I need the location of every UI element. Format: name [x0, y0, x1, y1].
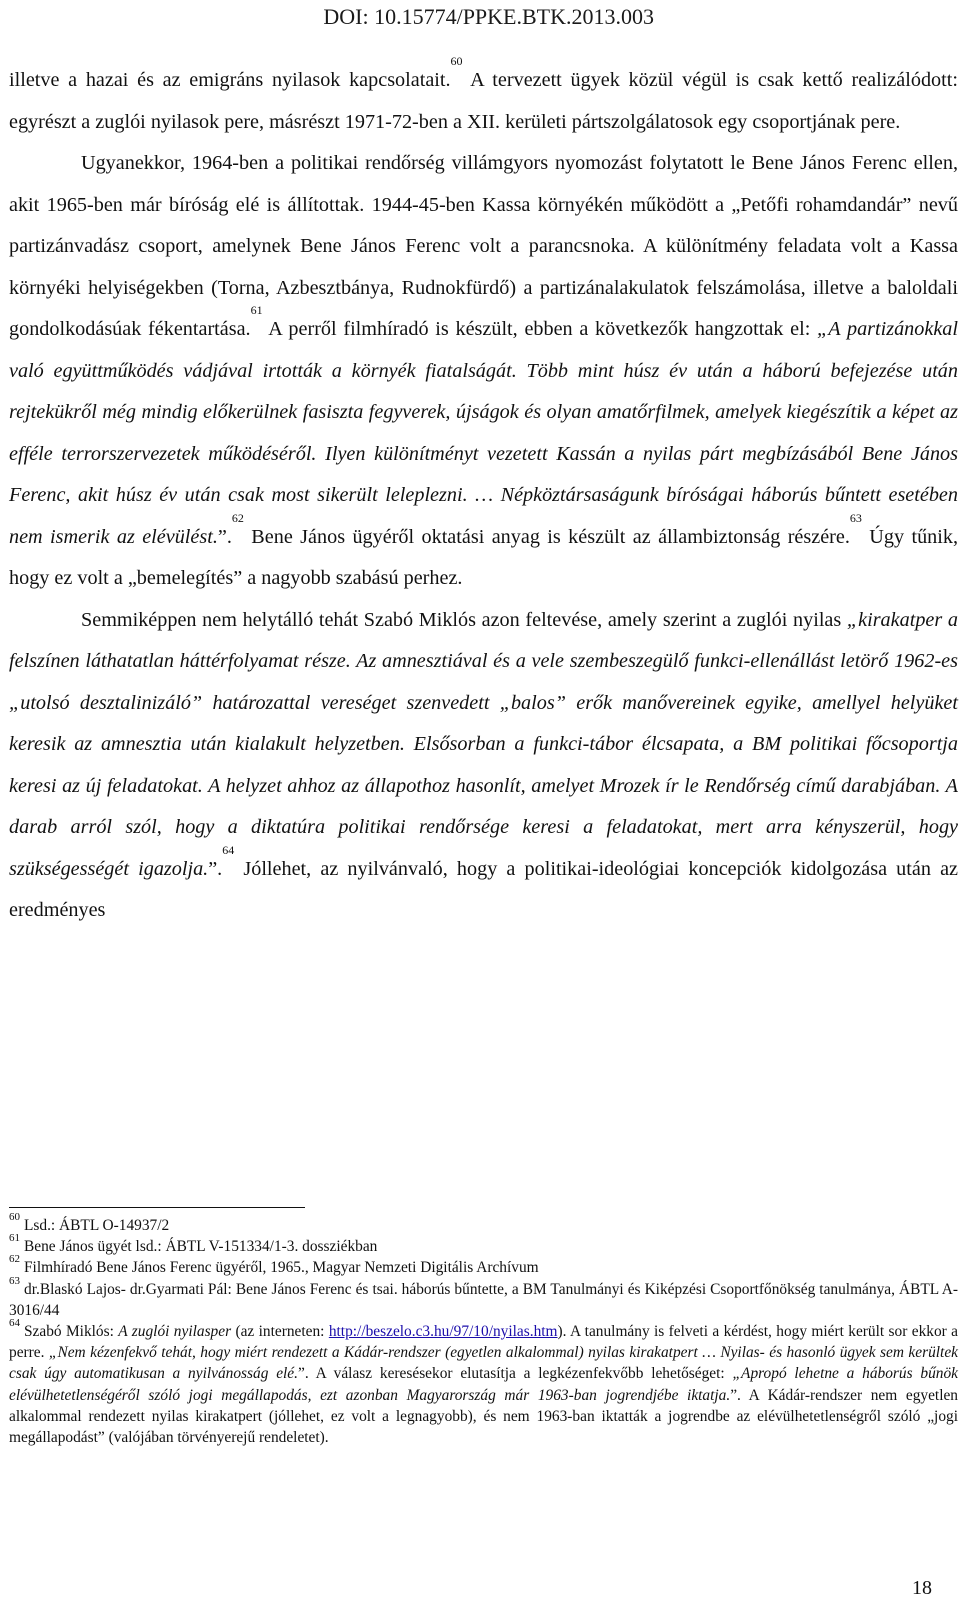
footnote-text: Filmhíradó Bene János Ferenc ügyéről, 1965., Magyar Nemzeti Digitális Archívum [24, 1259, 539, 1277]
footnote-text: ”. A Kádár-rendszer nem egyetlen alkalommal rendezett nyilas kirakatpert (jóllehet, ez volt a legnagyobb), és nem 1963-ban iktatták a jogrendbe az elévülhetetlenségről szóló „jogi megállapodást” (valójában törvényerejű rendeletet). [9, 1386, 958, 1447]
footnotes [9, 1211, 959, 1448]
footnote-60 [9, 1211, 958, 1236]
footnote-text: dr.Blaskó Lajos- dr.Gyarmati Pál: Bene János Ferenc és tsai. háborús bűntette, a BM Tanulmányi és Kiképzési Csoportfőnökség tanulmánya, ÁBTL A-3016/44 [9, 1280, 958, 1319]
footnote-text: ”. A válasz keresésekor elutasítja a legkézenfekvőbb lehetőséget: [297, 1365, 733, 1383]
footnote-text: Lsd.: ÁBTL O-14937/2 [24, 1217, 170, 1234]
text-run: A tervezett ügyek közül végül is csak kettő realizálódott: egyrészt a zuglói nyilasok pere, másrészt 1971-72-ben a XII. kerületi pártszolgálatosok egy csoportjának pere. [9, 69, 958, 133]
footnote-62 [9, 1253, 958, 1278]
text-run: Jóllehet, az nyilvánvaló, hogy a politikai-ideológiai koncepciók kidolgozása után az eredményes [9, 857, 958, 921]
text-run: ”. [208, 857, 223, 880]
footnote-title: A zuglói nyilasper [118, 1323, 232, 1341]
footnote-number: 61 [9, 1232, 20, 1245]
footnote-ref-60[interactable]: 60 [450, 54, 463, 68]
paragraph-1 [9, 54, 958, 143]
quote-szabo: „kirakatper a felszínen láthatatlan háttérfolyamat része. Az amnesztiával és a vele szembeszegülő funkci-ellenállást letörő 1962-es „utolsó desztalinizáló” határozattal vereséget szenvedett „balos” erők manővereinek egyike, amellyel helyüket keresik az amnesztia után kialakult helyzetben. Elsősorban a funkci-tábor élcsapata, a BM politikai főcsoportja keresi az új feladatokat. A helyzet ahhoz az állapothoz hasonlít, amelyet Mrozek ír le Rendőrség című darabjában. A darab arról szól, hogy a diktatúra politikai rendőrsége keresi a feladatokat, mert arra kényszerül, hogy szükségességét igazolja. [9, 608, 958, 880]
footnote-63 [9, 1274, 958, 1321]
footnote-ref-61[interactable]: 61 [250, 303, 263, 317]
doi-header: DOI: 10.15774/PPKE.BTK.2013.003 [323, 4, 654, 29]
source-link[interactable]: http://beszelo.c3.hu/97/10/nyilas.htm [328, 1323, 558, 1341]
quote-filmhirado: „A partizánokkal való együttműködés vádjával irtották a környék fiatalságát. Több mint húsz év után a háború befejezése után rejtekükről még mindig előkerülnek fasiszta fegyverek, újságok és olyan amatőrfilmek, amelyek kiegészítik a képet az efféle terrorszervezetek működéséről. Ilyen különítményt vezetett Kassán a nyilas párt megbízásából Bene János Ferenc, akit húsz év után csak most sikerült leleplezni. … Népköztársaságunk bíróságai háborús bűntett esetében nem ismerik az elévülést. [9, 318, 958, 548]
footnote-ref-62[interactable]: 62 [231, 510, 244, 525]
text-run: ”. [217, 525, 232, 548]
footnote-ref-64[interactable]: 64 [222, 842, 235, 857]
main-text [9, 54, 959, 932]
footnote-64 [9, 1317, 959, 1448]
text-run: Ugyanekkor, 1964-ben a politikai rendőrség villámgyors nyomozást folytatott le Bene János Ferenc ellen, akit 1965-ben már bíróság elé is állítottak. 1944-45-ben Kassa környékén működött a „Petőfi rohamdandár” nevű partizánvadász csoport, amelynek Bene János Ferenc volt a parancsnoka. A különítmény feladata volt a Kassa környéki helyiségekben (Torna, Azbesztbánya, Rudnokfürdő) a partizánalakulatok felszámolása, illetve a baloldali gondolkodásúak fékentartása. [9, 152, 958, 340]
paragraph-3 [9, 600, 958, 932]
footnote-text: Szabó Miklós: [24, 1323, 119, 1341]
footnote-number: 62 [9, 1253, 20, 1266]
footnote-separator [9, 1207, 305, 1208]
footnote-text: (az interneten: [231, 1323, 329, 1341]
text-run: Semmiképpen nem helytálló tehát Szabó Miklós azon feltevése, amely szerint a zuglói nyilas [81, 608, 847, 631]
footnote-number: 60 [9, 1211, 20, 1223]
text-run: Úgy tűnik, hogy ez volt a „bemelegítés” a nagyobb szabású perhez. [9, 525, 959, 589]
footnote-text: ). A tanulmány is felveti a kérdést, hogy miért került sor ekkor a perre. [9, 1323, 959, 1362]
footnote-ref-63[interactable]: 63 [849, 510, 862, 525]
page-number: 18 [912, 1577, 932, 1599]
footnote-61 [9, 1232, 958, 1257]
footnote-quote: „Apropó lehetne a háborús bűnök elévülhetetlenségéről szóló jogi megállapodás, ezt azonban Magyarország már 1963-ban jogrendjébe iktatja. [9, 1365, 958, 1404]
text-run: Bene János ügyéről oktatási anyag is készült az állambiztonság részére. [243, 525, 850, 548]
footnote-number: 63 [9, 1274, 20, 1287]
footnote-quote: „Nem kézenfekvő tehát, hogy miért rendezett a Kádár-rendszer (egyetlen alkalommal) nyilas kirakatpert … Nyilas- és hasonló ügyek sem kerültek csak úgy automatikusan a nyilvánosság elé. [9, 1344, 958, 1383]
footnote-number: 64 [9, 1317, 20, 1330]
text-run: illetve a hazai és az emigráns nyilasok kapcsolatait. [9, 69, 451, 91]
paragraph-2 [9, 143, 958, 600]
footnote-text: Bene János ügyét lsd.: ÁBTL V-151334/1-3. dossziékban [24, 1238, 378, 1256]
text-run: A perről filmhíradó is készült, ebben a következők hangzottak el: [262, 318, 818, 340]
